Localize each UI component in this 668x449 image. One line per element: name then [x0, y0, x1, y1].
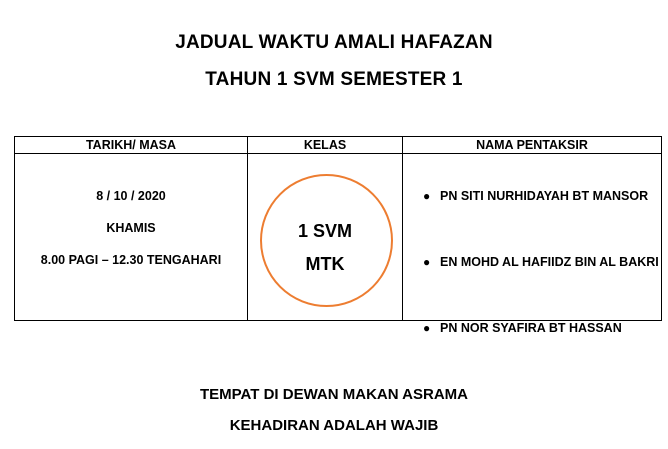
time-text: 8.00 PAGI – 12.30 TENGAHARI: [40, 253, 222, 267]
bullet-icon: ●: [423, 189, 431, 203]
page-title: JADUAL WAKTU AMALI HAFAZAN: [175, 32, 493, 53]
list-item: [423, 254, 665, 271]
assessor-name: PN SITI NURHIDAYAH BT MANSOR: [440, 189, 649, 203]
bullet-icon: ●: [423, 321, 431, 335]
column-header-assessor: NAMA PENTAKSIR: [403, 137, 662, 154]
day-text: KHAMIS: [106, 221, 156, 235]
attendance-note: KEHADIRAN ADALAH WAJIB: [229, 417, 439, 434]
list-item: [423, 188, 665, 205]
schedule-table: [14, 136, 662, 335]
date-text: 8 / 10 / 2020: [96, 189, 166, 203]
list-item: [423, 320, 668, 337]
table-header-row: [15, 137, 662, 154]
venue-note: TEMPAT DI DEWAN MAKAN ASRAMA: [199, 386, 469, 403]
column-header-date-time: TARIKH/ MASA: [15, 137, 248, 154]
page-subtitle: TAHUN 1 SVM SEMESTER 1: [205, 69, 463, 90]
assessor-cell: [403, 154, 662, 335]
date-time-cell: [15, 154, 248, 321]
assessor-name: PN NOR SYAFIRA BT HASSAN: [440, 321, 622, 335]
bullet-icon: ●: [423, 255, 431, 269]
class-name-line2: MTK: [305, 254, 345, 274]
table-row: [15, 154, 662, 321]
class-name-line1: 1 SVM: [297, 221, 353, 241]
assessor-name: EN MOHD AL HAFIIDZ BIN AL BAKRI: [440, 255, 659, 269]
class-cell: [248, 154, 403, 321]
column-header-class: KELAS: [248, 137, 403, 154]
